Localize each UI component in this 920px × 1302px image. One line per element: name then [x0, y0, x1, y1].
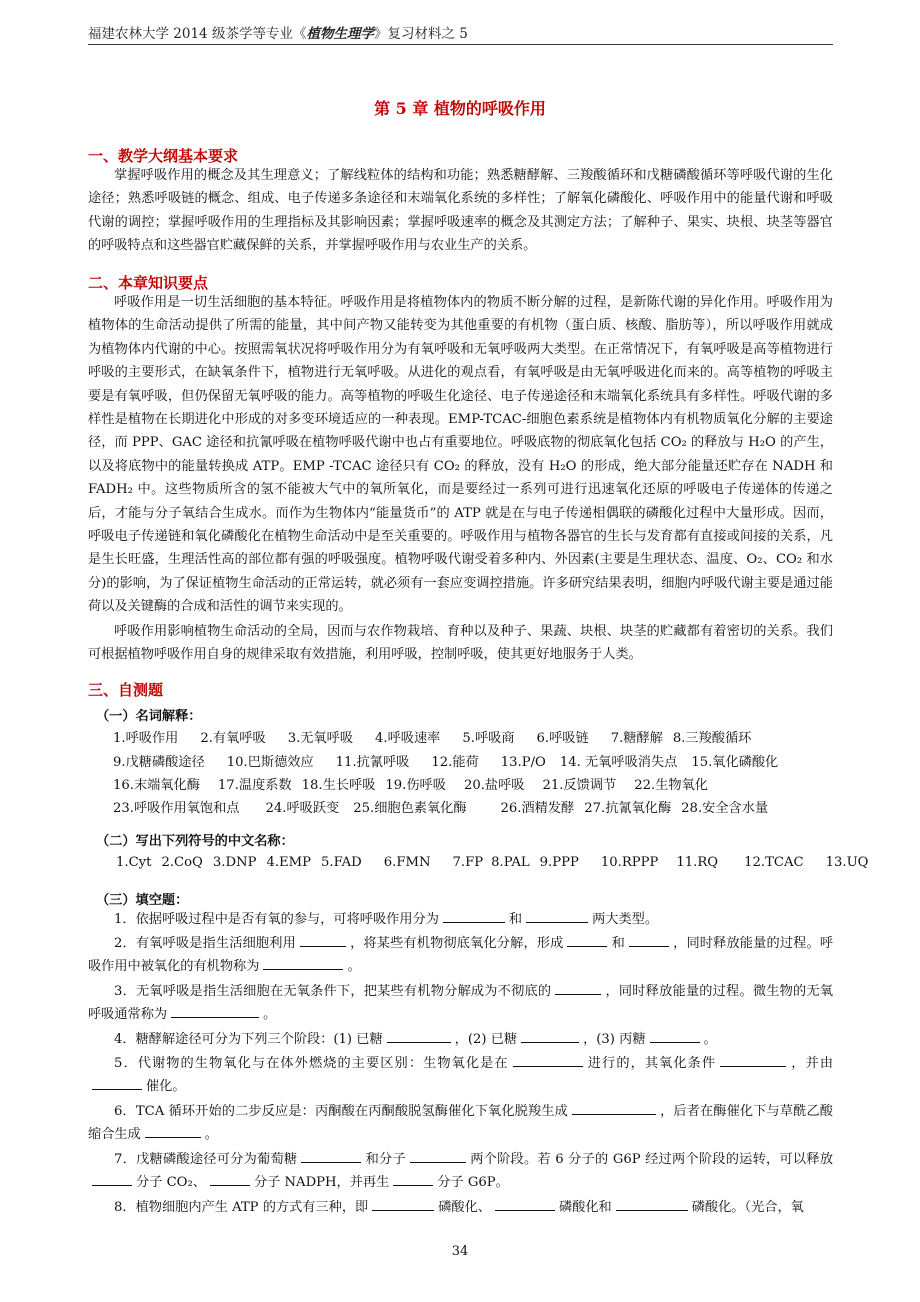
terms-row-2: [113, 751, 800, 770]
fill-question-2: 2．有氧呼吸是指生活细胞利用 ，将某些有机物彻底氧化分解，形成 和 ，同时释放能量的过程。呼吸作用中被氧化的有机物称为 。: [88, 936, 834, 975]
answer-blank[interactable]: [210, 1173, 250, 1186]
term: 10.巴斯德效应: [226, 755, 314, 770]
terms-row-1: [113, 727, 773, 746]
fill-question-6: 6．TCA 循环开始的二步反应是：丙酮酸在丙酮酸脱氢酶催化下氧化脱羧生成 ，后者在酶催化下与草酰乙酸缩合生成 。: [88, 1104, 833, 1143]
term: 9.戊糖磷酸途径: [113, 755, 205, 770]
subsection-terms-title: （一）名词解释：: [96, 709, 202, 724]
header-book-title: 植物生理学: [306, 26, 374, 42]
fill-question-8: 8．植物细胞内产生 ATP 的方式有三种，即 磷酸化、 磷酸化和 磷酸化。（光合，氧: [114, 1200, 804, 1215]
answer-blank[interactable]: [387, 1030, 451, 1043]
term: 7.糖酵解: [610, 731, 663, 746]
section-2-text-1: 呼吸作用是一切生活细胞的基本特征。呼吸作用是将植物体内的物质不断分解的过程，是新陈代谢的异化作用。呼吸作用为植物体的生命活动提供了所需的能量，其中间产物又能转变为其他重要的有机物（蛋白质、核酸、脂肪等），所以呼吸作用就成为植物体内代谢的中心。按照需氧状况将呼吸作用分为有氧呼吸和无氧呼吸两大类型。在正常情况下，有氧呼吸是高等植物进行呼吸的主要形式，在缺氧条件下，植物进行无氧呼吸。从进化的观点看，有氧呼吸是由无氧呼吸进化而来的。高等植物的呼吸主要是有氧呼吸，但仍保留无氧呼吸的能力。高等植物的呼吸生化途径、电子传递途径和末端氧化系统具有多样性。呼吸代谢的多样性是植物在长期进化中形成的对多变环境适应的一种表现。EMP-TCAC-细胞色素系统是植物体内有机物质氧化分解的主要途径，而 PPP、GAC 途径和抗氰呼吸在植物呼吸代谢中也占有重要地位。呼吸底物的彻底氧化包括 CO₂ 的释放与 H₂O 的产生，以及将底物中的能量转换成 ATP。EMP -TCAC 途径只有 CO₂ 的释放，没有 H₂O 的形成，绝大部分能量还贮存在 NADH 和 FADH₂ 中。这些物质所含的氢不能被大气中的氧所氧化，而是要经过一系列可进行迅速氧化还原的呼吸电子传递体的传递之后，才能与分子氧结合生成水。而作为生物体内“能量货币”的 ATP 就是在与电子传递相偶联的磷酸化过程中大量形成。因而，呼吸电子传递链和氧化磷酸化在植物生命活动中是至关重要的。呼吸作用与植物各器官的生长与发育都有直接或间接的关系，凡是生长旺盛，生理活性高的部位都有强的呼吸强度。植物呼吸代谢受着多种内、外因素(主要是生理状态、温度、O₂、CO₂ 和水分)的影响，为了保证植物生命活动的正常运转，就必须有一套应变调控措施。许多研究结果表明，细胞内呼吸代谢主要是通过能荷以及关键酶的合成和活性的调节来实现的。: [88, 295, 833, 615]
symbol: 1.Cyt: [116, 855, 152, 870]
term: 19.伤呼吸: [385, 778, 446, 793]
answer-blank[interactable]: [92, 1077, 142, 1090]
subsection-symbols-title: （二）写出下列符号的中文名称：: [96, 834, 294, 849]
term: 24.呼吸跃变: [265, 801, 340, 816]
header-suffix: 》复习材料之 5: [373, 26, 468, 42]
term: 26.酒精发酵: [500, 801, 575, 816]
answer-blank[interactable]: [495, 1198, 555, 1211]
answer-blank[interactable]: [629, 934, 669, 947]
symbol: 5.FAD: [321, 855, 362, 870]
symbol: 9.PPP: [539, 855, 579, 870]
term: 6.呼吸链: [536, 731, 589, 746]
page-number: 34: [451, 1244, 469, 1259]
term: 17.温度系数: [217, 778, 292, 793]
section-2-title: 二、本章知识要点: [88, 274, 209, 292]
answer-blank[interactable]: [567, 934, 607, 947]
answer-blank[interactable]: [526, 910, 588, 923]
symbol: 2.CoQ: [161, 855, 203, 870]
fill-question-7: 7．戊糖磷酸途径可分为葡萄糖 和分子 两个阶段。若 6 分子的 G6P 经过两个阶段的运转，可以释放分子 CO₂、 分子 NADPH，并再生 分子 G6P。: [88, 1148, 833, 1195]
answer-blank[interactable]: [555, 982, 601, 995]
answer-blank[interactable]: [720, 1054, 786, 1067]
answer-blank[interactable]: [443, 910, 505, 923]
header-rule: [88, 44, 833, 45]
answer-blank[interactable]: [300, 934, 346, 947]
running-header: [88, 22, 833, 42]
symbol: 4.EMP: [266, 855, 312, 870]
term: 4.呼吸速率: [375, 731, 441, 746]
term: 18.生长呼吸: [301, 778, 376, 793]
subsection-fill-title: （三）填空题：: [96, 893, 189, 908]
term: 28.安全含水量: [681, 801, 769, 816]
answer-blank[interactable]: [521, 1030, 579, 1043]
term: 5.呼吸商: [462, 731, 515, 746]
answer-blank[interactable]: [92, 1173, 132, 1186]
symbol: 13.UQ: [825, 855, 869, 870]
answer-blank[interactable]: [650, 1030, 700, 1043]
answer-blank[interactable]: [410, 1150, 466, 1163]
symbol: 3.DNP: [212, 855, 257, 870]
section-3-title: 三、自测题: [88, 681, 164, 699]
symbol: 8.PAL: [491, 855, 530, 870]
term: 25.细胞色素氧化酶: [353, 801, 467, 816]
term: 20.盐呼吸: [463, 778, 525, 793]
answer-blank[interactable]: [171, 1005, 259, 1018]
term: 27.抗氰氧化酶: [584, 801, 672, 816]
symbol: 6.FMN: [383, 855, 431, 870]
answer-blank[interactable]: [145, 1125, 201, 1138]
term: 1.呼吸作用: [113, 731, 179, 746]
answer-blank[interactable]: [263, 957, 343, 970]
symbols-row: [116, 855, 891, 870]
section-1-text: 掌握呼吸作用的概念及其生理意义；了解线粒体的结构和功能；熟悉糖酵解、三羧酸循环和戊糖磷酸循环等呼吸代谢的生化途径；熟悉呼吸链的概念、组成、电子传递多条途径和末端氧化系统的多样性；了解氧化磷酸化、呼吸作用中的能量代谢和呼吸代谢的调控；掌握呼吸作用的生理指标及其影响因素；掌握呼吸速率的概念及其测定方法；了解种子、果实、块根、块茎等器官的呼吸特点和这些器官贮藏保鲜的关系，并掌握呼吸作用与农业生产的关系。: [88, 168, 833, 254]
symbol: 7.FP: [452, 855, 484, 870]
answer-blank[interactable]: [572, 1102, 656, 1115]
answer-blank[interactable]: [393, 1173, 433, 1186]
term: 21.反馈调节: [542, 778, 617, 793]
term: 8.三羧酸循环: [672, 731, 752, 746]
fill-question-1: 1．依据呼吸过程中是否有氧的参与，可将呼吸作用分为 和 两大类型。: [114, 912, 659, 927]
answer-blank[interactable]: [301, 1150, 361, 1163]
terms-row-3: [113, 774, 730, 793]
term: 11.抗氰呼吸: [335, 755, 410, 770]
answer-blank[interactable]: [372, 1198, 434, 1211]
fill-question-3: 3．无氧呼吸是指生活细胞在无氧条件下，把某些有机物分解成为不彻底的 ，同时释放能量的过程。微生物的无氧呼吸通常称为 。: [88, 984, 834, 1023]
chapter-title: 第 5 章 植物的呼吸作用: [374, 99, 546, 118]
header-prefix: 福建农林大学 2014 级茶学等专业《: [88, 26, 307, 42]
symbol: 12.TCAC: [744, 855, 804, 870]
term: 14. 无氧呼吸消失点: [559, 755, 678, 770]
fill-question-5: 5．代谢物的生物氧化与在体外燃烧的主要区别：生物氧化是在 进行的，其氧化条件 ，并由催化。: [88, 1052, 833, 1099]
symbol: 10.RPPP: [600, 855, 659, 870]
section-1-title: 一、教学大纲基本要求: [88, 147, 239, 165]
term: 15.氧化磷酸化: [691, 755, 779, 770]
answer-blank[interactable]: [513, 1054, 583, 1067]
term: 3.无氧呼吸: [287, 731, 354, 746]
term: 13.P/O: [500, 755, 546, 770]
symbol: 11.RQ: [676, 855, 719, 870]
term: 16.末端氧化酶: [113, 778, 200, 793]
terms-row-4: [113, 797, 790, 816]
section-2-text-2: 呼吸作用影响植物生命活动的全局，因而与农作物栽培、育种以及种子、果蔬、块根、块茎的贮藏都有着密切的关系。我们可根据植物呼吸作用自身的规律采取有效措施，利用呼吸，控制呼吸，使其更好地服务于人类。: [88, 624, 833, 663]
fill-question-4: 4．糖酵解途径可分为下列三个阶段：(1) 已糖 ，(2) 已糖 ，(3) 丙糖 。: [114, 1032, 717, 1047]
answer-blank[interactable]: [616, 1198, 688, 1211]
term: 22.生物氧化: [634, 778, 708, 793]
term: 23.呼吸作用氧饱和点: [113, 801, 240, 816]
term: 2.有氧呼吸: [200, 731, 266, 746]
term: 12.能荷: [431, 755, 479, 770]
